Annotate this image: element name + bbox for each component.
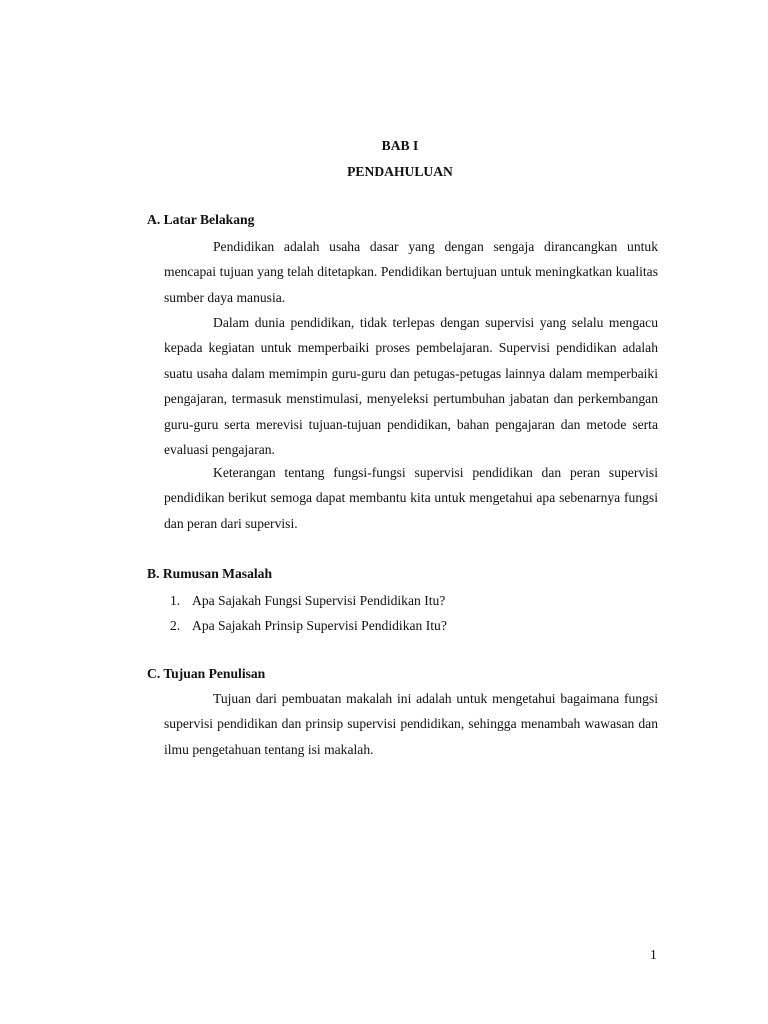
list-item-text: Apa Sajakah Prinsip Supervisi Pendidikan Itu?: [192, 618, 447, 633]
list-item: [170, 613, 447, 638]
paragraph-latar-belakang-2: Dalam dunia pendidikan, tidak terlepas dengan supervisi yang selalu mengacu kepada kegiatan untuk memperbaiki proses pembelajaran. Supervisi pendidikan adalah suatu usaha dalam memimpin guru-guru dan petugas-petugas lainnya dalam memperbaiki pengajaran, termasuk menstimulasi, menyeleksi pertumbuhan jabatan dan perkembangan guru-guru serta merevisi tujuan-tujuan pendidikan, bahan pengajaran dan metode serta evaluasi pengajaran.: [164, 315, 658, 458]
chapter-title: PENDAHULUAN: [347, 164, 453, 179]
problem-list: [170, 588, 447, 638]
list-item: [170, 588, 447, 613]
chapter-label: BAB I: [381, 138, 419, 153]
section-heading-latar-belakang: A. Latar Belakang: [147, 212, 255, 227]
paragraph-latar-belakang-3: Keterangan tentang fungsi-fungsi supervisi pendidikan dan peran supervisi pendidikan berikut semoga dapat membantu kita untuk mengetahui apa sebenarnya fungsi dan peran dari supervisi.: [164, 465, 658, 531]
paragraph-latar-belakang-1: Pendidikan adalah usaha dasar yang dengan sengaja dirancangkan untuk mencapai tujuan yang telah ditetapkan. Pendidikan bertujuan untuk meningkatkan kualitas sumber daya manusia.: [164, 239, 658, 305]
section-heading-rumusan-masalah: B. Rumusan Masalah: [147, 566, 273, 581]
paragraph-tujuan-penulisan-1: Tujuan dari pembuatan makalah ini adalah untuk mengetahui bagaimana fungsi supervisi pendidikan dan prinsip supervisi pendidikan, sehingga menambah wawasan dan ilmu pengetahuan tentang isi makalah.: [164, 691, 658, 757]
list-item-number: 2.: [170, 618, 181, 633]
list-item-text: Apa Sajakah Fungsi Supervisi Pendidikan Itu?: [192, 593, 446, 608]
page-number: 1: [650, 947, 657, 962]
section-heading-tujuan-penulisan: C. Tujuan Penulisan: [147, 666, 266, 681]
list-item-number: 1.: [170, 593, 181, 608]
